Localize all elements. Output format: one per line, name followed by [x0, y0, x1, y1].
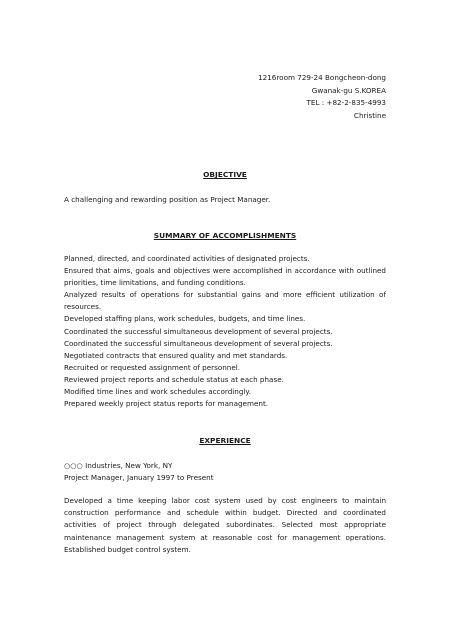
summary-item: Developed staffing plans, work schedules, budgets, and time lines.	[64, 314, 306, 324]
summary-item: Coordinated the successful simultaneous development of several projects.	[64, 338, 333, 348]
objective-text: A challenging and rewarding position as Project Manager.	[64, 195, 271, 204]
summary-item: Analyzed results of operations for substantial gains and more efficient utilization of resources.	[64, 290, 386, 312]
address-line-1: 1216room 729-24 Bongcheon-dong	[258, 73, 386, 82]
summary-item: Planned, directed, and coordinated activities of designated projects.	[64, 254, 310, 263]
experience-company: ○○○ Industries, New York, NY	[64, 461, 173, 470]
applicant-name: Christine	[353, 110, 386, 120]
address-line-2: Gwanak-gu S.KOREA	[311, 85, 386, 95]
summary-item: Negotiated contracts that ensured quality and met standards.	[64, 350, 288, 360]
summary-item: Reviewed project reports and schedule status at each phase.	[64, 374, 284, 384]
experience-description: Developed a time keeping labor cost system used by cost engineers to maintain construction performance and schedule within budget. Directed and coordinated activities of project through delegated subordinates. Selected most appropriate maintenance management system at reasonable cost for management operations. Established budget control system.	[64, 496, 386, 554]
summary-item: Modified time lines and work schedules accordingly.	[64, 387, 251, 397]
summary-item: Recruited or requested assignment of personnel.	[64, 362, 241, 372]
phone-line: TEL : +82-2-835-4993	[306, 98, 386, 107]
summary-item: Prepared weekly project status reports for management.	[64, 399, 269, 409]
experience-position: Project Manager, January 1997 to Present	[64, 473, 214, 482]
summary-item: Coordinated the successful simultaneous development of several projects.	[64, 326, 333, 336]
summary-item: Ensured that aims, goals and objectives were accomplished in accordance with outlined priorities, time limitations, and funding conditions.	[64, 266, 386, 288]
contact-address-block	[258, 72, 386, 122]
summary-heading: SUMMARY OF ACCOMPLISHMENTS	[153, 231, 297, 240]
objective-heading: OBJECTIVE	[203, 170, 247, 179]
summary-list	[64, 253, 386, 410]
experience-heading: EXPERIENCE	[199, 436, 251, 445]
